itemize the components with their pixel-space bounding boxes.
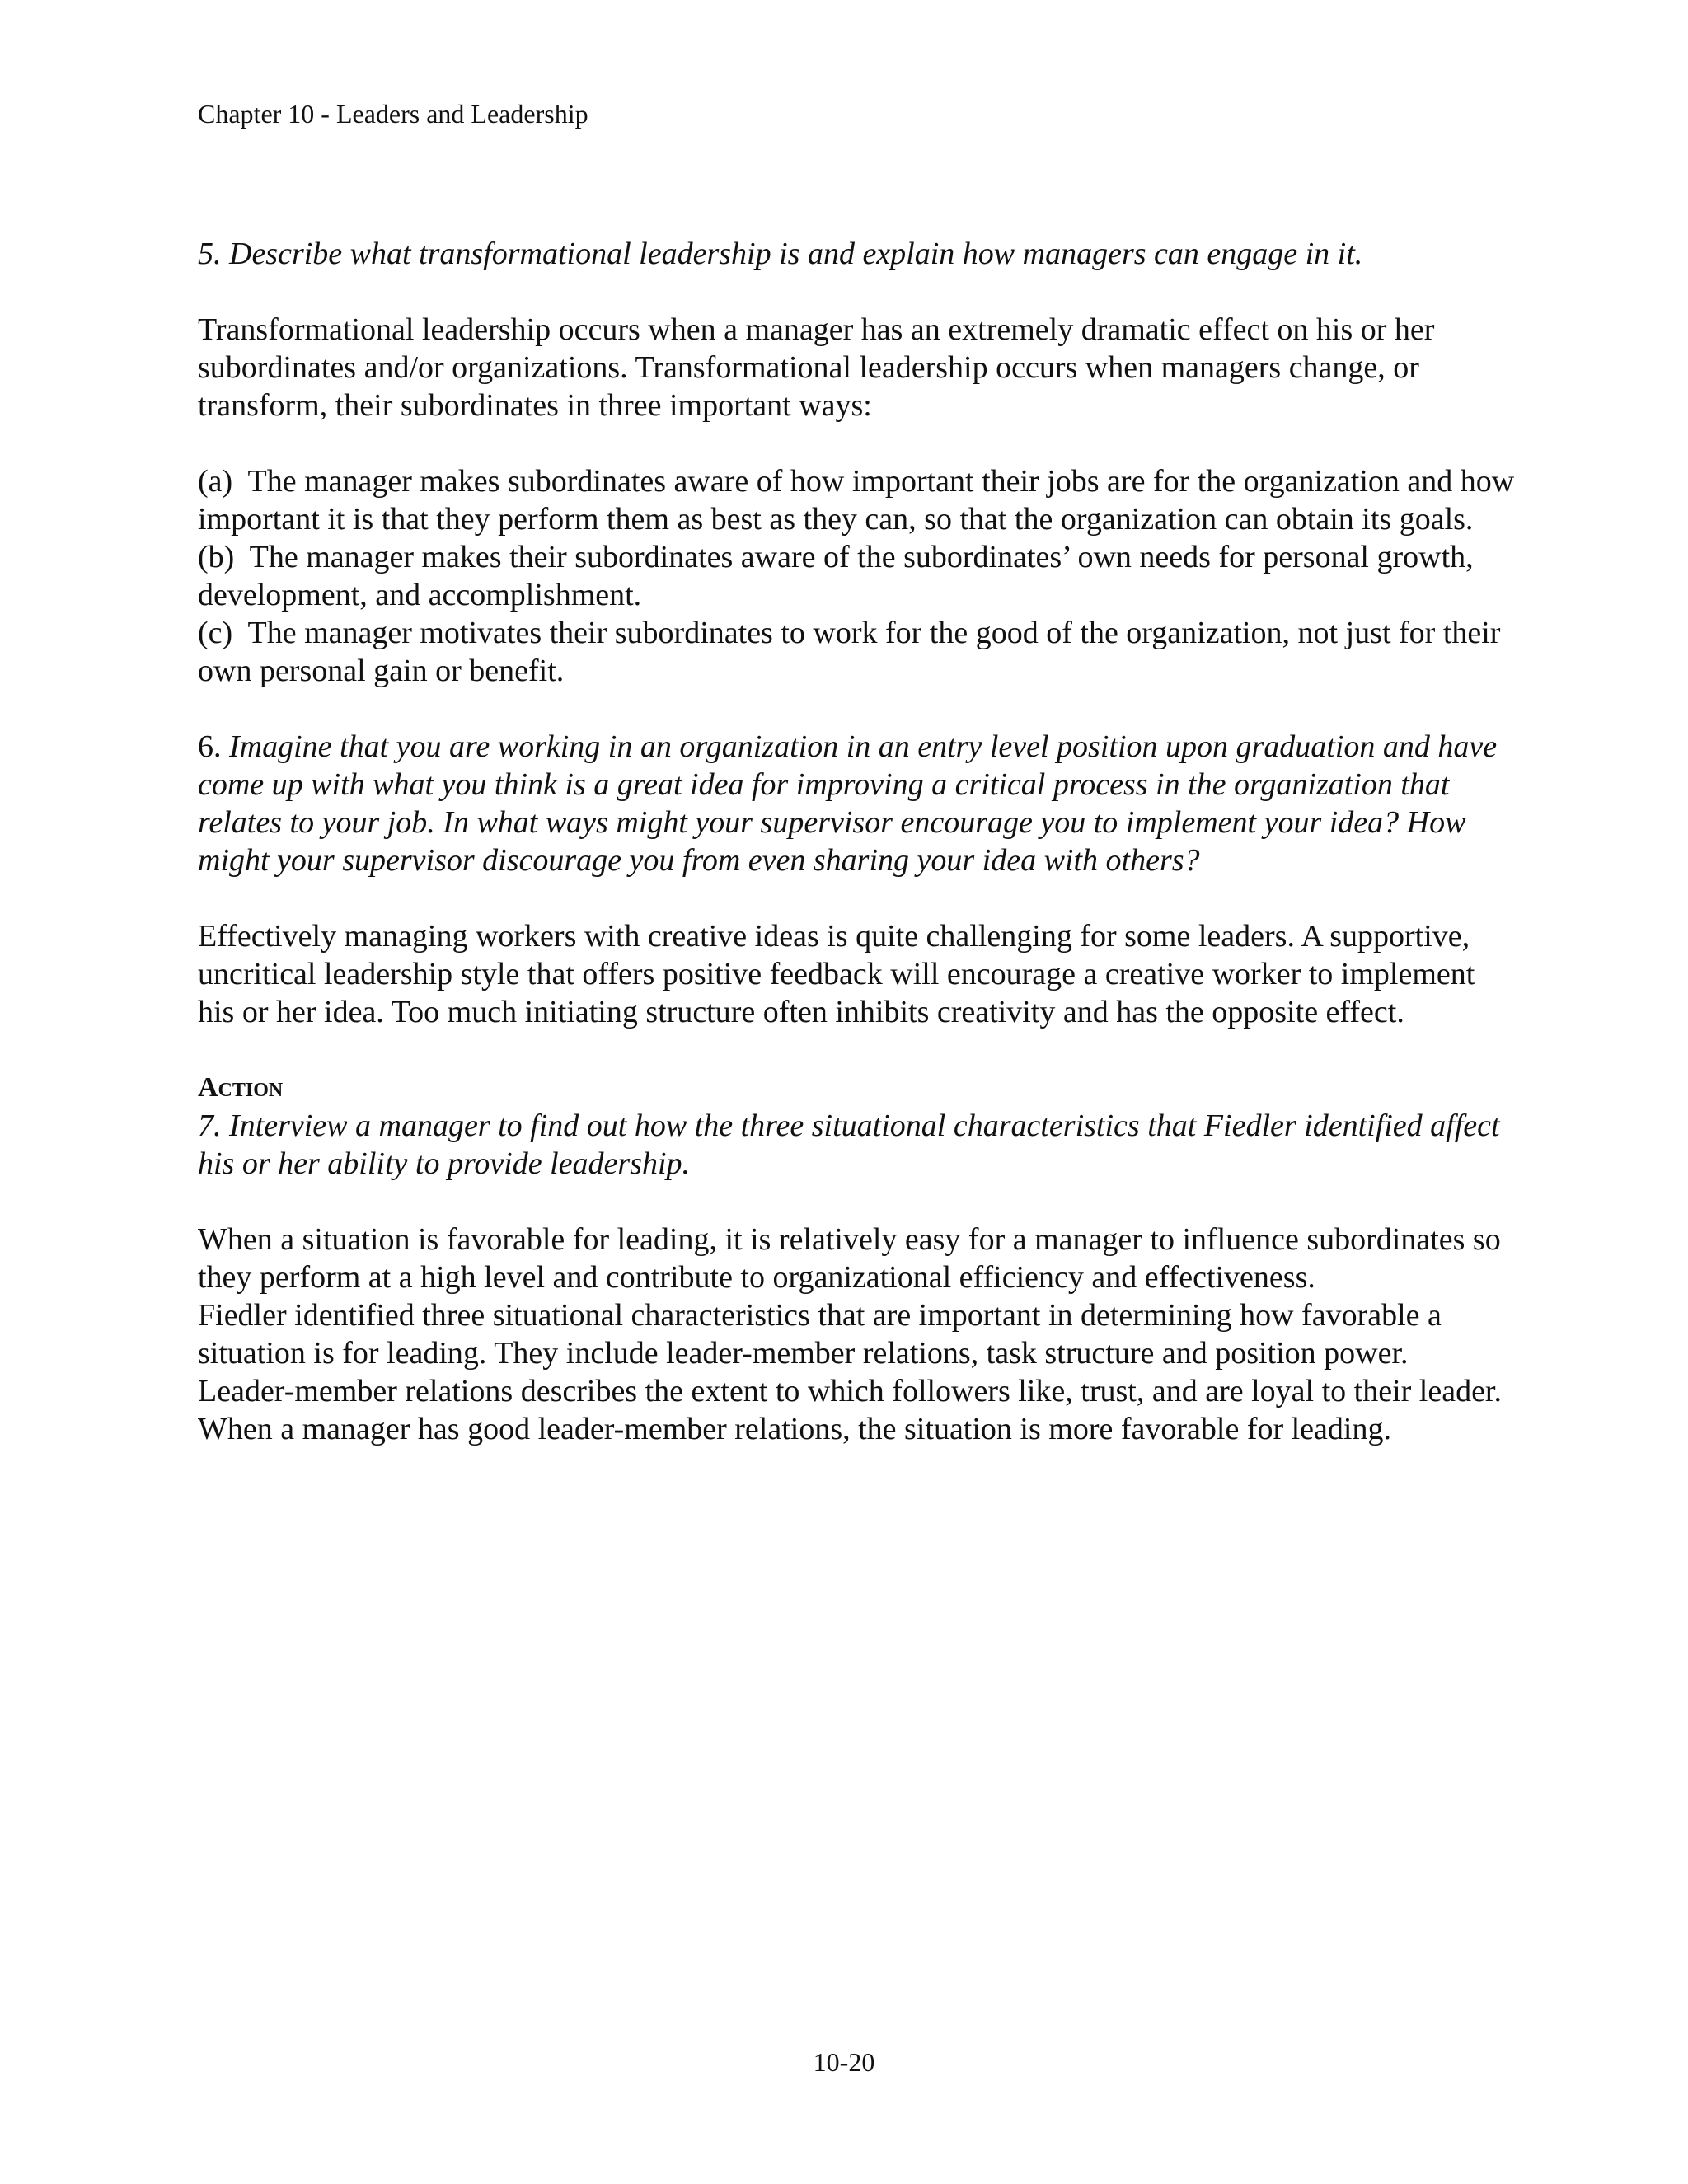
- question-7: 7. Interview a manager to find out how the three situational characteristics that Fiedler identified affect his or her ability to provide leadership.: [198, 1108, 1500, 1181]
- answer-6: Effectively managing workers with creative ideas is quite challenging for some leaders. A supportive, uncritical leadership style that offers positive feedback will encourage a creative worker to implement his or her idea. Too much initiating structure often inhibits creativity and has the opposite effect.: [198, 919, 1475, 1029]
- question-6-number: 6.: [198, 729, 222, 764]
- answer-7-paragraph-3: Leader-member relations describes the extent to which followers like, trust, and are loyal to their leader. When a manager has good leader-member relations, the situation is more favorable for leading.: [198, 1374, 1502, 1446]
- question-6: [198, 728, 1517, 879]
- answer-5-item-b: (b) The manager makes their subordinates aware of the subordinates’ own needs for personal growth, development, and accomplishment.: [198, 540, 1474, 612]
- page-body: [198, 235, 1517, 1448]
- answer-5-item-c: (c) The manager motivates their subordinates to work for the good of the organization, not just for their own personal gain or benefit.: [198, 616, 1501, 688]
- running-header: Chapter 10 - Leaders and Leadership: [198, 99, 588, 129]
- section-heading-action: Action: [198, 1072, 284, 1103]
- answer-5-item-a: (a) The manager makes subordinates aware of how important their jobs are for the organization and how important it is that they perform them as best as they can, so that the organization can obtain its goals.: [198, 464, 1515, 537]
- answer-7-paragraph-1: When a situation is favorable for leading, it is relatively easy for a manager to influence subordinates so they perform at a high level and contribute to organizational efficiency and effectiveness.: [198, 1222, 1501, 1295]
- answer-5: Transformational leadership occurs when a manager has an extremely dramatic effect on his or her subordinates and/or organizations. Transformational leadership occurs when managers change, or transform, their subordinates in three important ways:: [198, 312, 1435, 423]
- answer-7-paragraph-2: Fiedler identified three situational characteristics that are important in determining how favorable a situation is for leading. They include leader-member relations, task structure and position power.: [198, 1298, 1442, 1371]
- question-5: 5. Describe what transformational leadership is and explain how managers can engage in it.: [198, 237, 1363, 271]
- question-6-text: Imagine that you are working in an organization in an entry level position upon graduation and have come up with what you think is a great idea for improving a critical process in the organization that relates to your job. In what ways might your supervisor encourage you to implement your idea? How might your supervisor discourage you from even sharing your idea with others?: [198, 729, 1498, 878]
- page-number: 10-20: [813, 2047, 875, 2077]
